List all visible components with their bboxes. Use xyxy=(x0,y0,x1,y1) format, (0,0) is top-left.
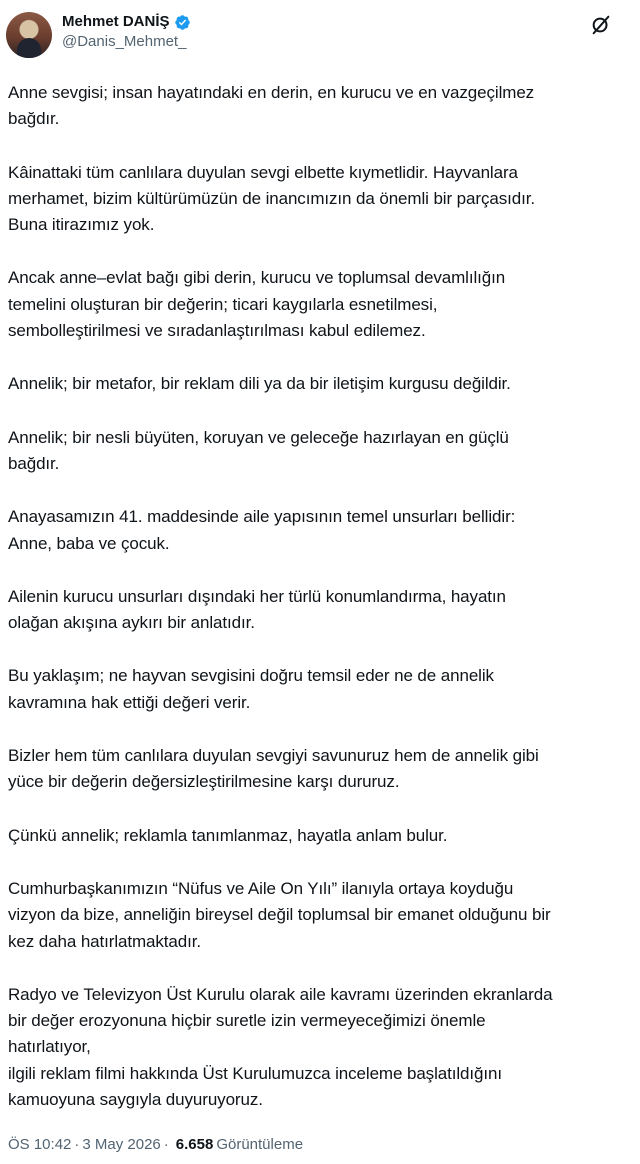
author-display-name[interactable]: Mehmet DANİŞ xyxy=(62,13,170,30)
avatar[interactable] xyxy=(6,12,52,58)
tweet-date[interactable]: 3 May 2026 xyxy=(82,1136,161,1153)
author-info xyxy=(62,10,191,52)
tweet-paragraph: Çünkü annelik; reklamla tanımlanmaz, hayatla anlam bulur. xyxy=(8,825,448,845)
meta-separator: · xyxy=(74,1136,80,1153)
tweet-meta xyxy=(8,1136,303,1153)
author-handle[interactable]: @Danis_Mehmet_ xyxy=(62,33,187,50)
views-count: 6.658 xyxy=(175,1136,214,1153)
tweet-paragraph: Annelik; bir nesli büyüten, koruyan ve geleceğe hazırlayan en güçlü bağdır. xyxy=(8,427,509,473)
meta-separator: · xyxy=(163,1136,169,1153)
tweet-paragraph: Ancak anne–evlat bağı gibi derin, kurucu ve toplumsal devamlılığın temelini oluşturan bir değerin; ticari kaygılarla esnetilmesi, sembolleştirilmesi ve sıradanlaştırılması kabul edilemez. xyxy=(8,268,506,341)
tweet-paragraph: Anne sevgisi; insan hayatındaki en derin, en kurucu ve en vazgeçilmez bağdır. xyxy=(8,83,535,129)
tweet-paragraph: Anayasamızın 41. maddesinde aile yapısının temel unsurları bellidir: Anne, baba ve çocuk. xyxy=(8,507,516,553)
tweet-text xyxy=(6,80,634,1113)
tweet-paragraph: Radyo ve Televizyon Üst Kurulu olarak aile kavramı üzerinden ekranlarda bir değer erozyonuna hiçbir suretle izin vermeyeceğimizi önemle hatırlatıyor, ilgili reklam filmi hakkında Üst Kurulumuzca inceleme başlatıldığını kamuoyuna saygıyla duyuruyoruz. xyxy=(8,984,553,1110)
tweet-header xyxy=(6,10,634,58)
grok-icon[interactable] xyxy=(590,14,612,36)
tweet-paragraph: Bizler hem tüm canlılara duyulan sevgiyi savunuruz hem de annelik gibi yüce bir değerin değersizleştirilmesine karşı dururuz. xyxy=(8,746,539,792)
tweet-paragraph: Annelik; bir metafor, bir reklam dili ya da bir iletişim kurgusu değildir. xyxy=(8,374,511,394)
tweet-paragraph: Ailenin kurucu unsurları dışındaki her türlü konumlandırma, hayatın olağan akışına aykırı bir anlatıdır. xyxy=(8,586,506,633)
name-row xyxy=(62,13,191,31)
tweet-paragraph: Cumhurbaşkanımızın “Nüfus ve Aile On Yılı” ilanıyla ortaya koyduğu vizyon da bize, anneliğin bireysel değil toplumsal bir emanet olduğunu bir kez daha hatırlatmaktadır. xyxy=(8,878,551,951)
tweet-paragraph: Bu yaklaşım; ne hayvan sevgisini doğru temsil eder ne de annelik kavramına hak ettiği değeri verir. xyxy=(8,666,494,712)
tweet-time[interactable]: ÖS 10:42 xyxy=(8,1136,72,1153)
views-label: Görüntüleme xyxy=(216,1136,304,1153)
verified-badge-icon[interactable] xyxy=(174,14,191,31)
tweet-paragraph: Kâinattaki tüm canlılara duyulan sevgi elbette kıymetlidir. Hayvanlara merhamet, bizim kültürümüzün de inancımızın da önemli bir parçasıdır. Buna itirazımız yok. xyxy=(8,162,535,235)
